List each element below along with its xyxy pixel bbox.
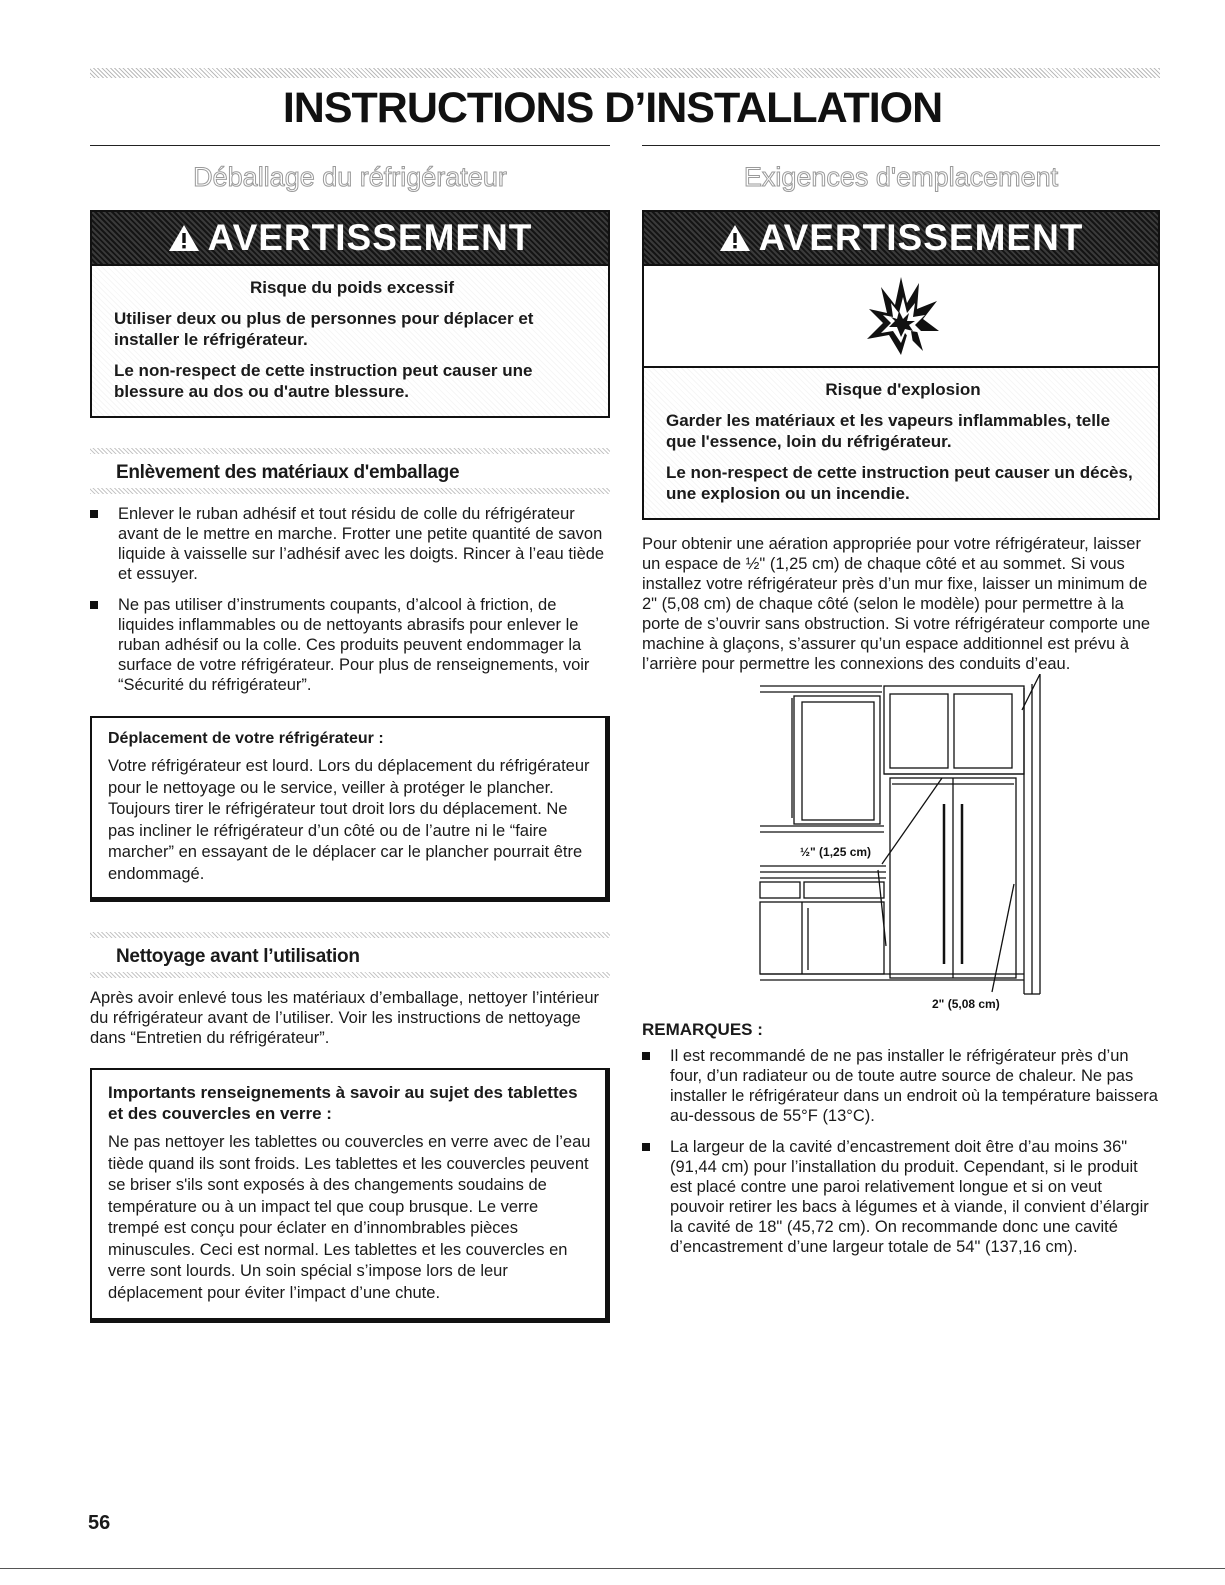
warning-line: Utiliser deux ou plus de personnes pour déplacer et installer le réfrigérateur. — [114, 309, 534, 349]
clearance-label-top: ½" (1,25 cm) — [800, 845, 872, 859]
explosion-icon-row — [644, 266, 1158, 368]
subsection-heading-cleaning: Nettoyage avant l’utilisation — [116, 946, 360, 967]
explosion-icon — [861, 273, 941, 359]
subsection-bar — [90, 488, 610, 494]
page-number: 56 — [88, 1512, 111, 1534]
warning-body — [644, 368, 1158, 518]
section-title-unpacking: Déballage du réfrigérateur — [193, 162, 507, 192]
warning-label: AVERTISSEMENT — [207, 217, 533, 258]
moving-box-heading: Déplacement de votre réfrigérateur : — [108, 730, 384, 747]
subsection-heading-removal: Enlèvement des matériaux d'emballage — [116, 462, 460, 483]
bottom-rule — [0, 1568, 1225, 1569]
moving-info-box — [90, 716, 610, 902]
glass-info-box — [90, 1068, 610, 1323]
moving-box-text: Votre réfrigérateur est lourd. Lors du déplacement du réfrigérateur pour le nettoyage ou le service, veiller à protéger le plancher. Toujours tirer le réfrigérateur tout droit lors du déplacement. Ne pas incliner le réfrigérateur d’un côté ou de l’autre ni le “faire marcher” en essayant de le déplacer car le plancher pourrait être endommagé. — [108, 757, 590, 883]
removal-bullets — [90, 504, 610, 695]
warning-label: AVERTISSEMENT — [758, 217, 1084, 258]
subsection-bar — [90, 972, 610, 978]
left-column-rule — [90, 145, 610, 146]
warning-header — [92, 212, 608, 266]
refrigerator-clearance-illustration — [642, 674, 1160, 1014]
clearance-diagram — [642, 674, 1160, 1014]
warning-hazard: Risque d'explosion — [825, 380, 981, 399]
warning-triangle-icon — [168, 224, 200, 252]
location-intro-text: Pour obtenir une aération appropriée pour votre réfrigérateur, laisser un espace de ½" (1,25 cm) de chaque côté et au sommet. Si vous installez votre réfrigérateur près d’un mur fixe, laisser un minimum de 2" (5,08 cm) de chaque côté (selon le modèle) pour permettre à la porte de s’ouvrir sans obstruction. Si votre réfrigérateur comporte une machine à glaçons, s’assurer qu’un espace additionnel est prévu à l’arrière pour permettre les connexions des conduits d’eau. — [642, 535, 1151, 673]
list-item: Ne pas utiliser d’instruments coupants, d’alcool à friction, de liquides inflammables ou de nettoyants abrasifs pour enlever le ruban adhésif ou la colle. Ces produits peuvent endommager la surface de votre réfrigérateur. Pour plus de renseignements, voir “Sécurité du réfrigérateur”. — [90, 595, 610, 695]
warning-header — [644, 212, 1158, 266]
bullet-square-icon — [642, 1143, 650, 1151]
bullet-square-icon — [90, 601, 98, 609]
warning-box-explosion — [642, 210, 1160, 520]
warning-hazard: Risque du poids excessif — [249, 278, 455, 297]
warning-line: Le non-respect de cette instruction peut causer un décès, une explosion ou un incendie. — [666, 463, 1133, 503]
right-column-rule — [642, 145, 1160, 146]
bullet-square-icon — [642, 1052, 650, 1060]
top-hatched-rule — [90, 68, 1160, 78]
bullet-square-icon — [90, 510, 98, 518]
section-title-location: Exigences d'emplacement — [743, 162, 1059, 192]
warning-triangle-icon — [719, 224, 751, 252]
warning-line: Le non-respect de cette instruction peut causer une blessure au dos ou d'autre blessure. — [114, 361, 533, 401]
warning-body — [92, 266, 608, 416]
cleaning-text: Après avoir enlevé tous les matériaux d’emballage, nettoyer l’intérieur du réfrigérateur avant de l’utiliser. Voir les instructions de nettoyage dans “Entretien du réfrigérateur”. — [90, 989, 600, 1047]
left-column — [90, 145, 610, 1323]
clearance-label-bottom: 2" (5,08 cm) — [932, 997, 1000, 1011]
glass-box-text: Ne pas nettoyer les tablettes ou couvercles en verre avec de l’eau tiède quand ils sont froids. Les tablettes et les couvercles peuvent se briser s'ils sont exposés à des changements soudains de température ou à un impact tel que coup brusque. Le verre trempé est conçu pour éclater en d’innombrables pièces minuscules. Ceci est normal. Les tablettes et les couvercles en verre sont lourds. Un soin spécial s’impose lors de leur déplacement pour éviter l’impact d’une chute. — [108, 1133, 591, 1302]
list-item: Enlever le ruban adhésif et tout résidu de colle du réfrigérateur avant de le mettre en marche. Frotter une petite quantité de savon liquide à vaisselle sur l’adhésif avec les doigts. Rincer à l’eau tiède et essuyer. — [90, 504, 610, 584]
remarks-bullets — [642, 1046, 1160, 1257]
glass-box-heading: Importants renseignements à savoir au sujet des tablettes et des couvercles en verre : — [108, 1083, 578, 1123]
list-item: Il est recommandé de ne pas installer le réfrigérateur près d’un four, d’un radiateur ou de toute autre source de chaleur. Ne pas installer le réfrigérateur dans un endroit où la température baissera au-dessous de 55°F (13°C). — [642, 1046, 1160, 1126]
warning-line: Garder les matériaux et les vapeurs inflammables, telle que l'essence, loin du réfrigérateur. — [666, 411, 1111, 451]
warning-box-weight — [90, 210, 610, 418]
page-title: INSTRUCTIONS D’INSTALLATION — [282, 84, 943, 132]
list-item: La largeur de la cavité d’encastrement doit être d’au moins 36" (91,44 cm) pour l’installation du produit. Cependant, si le produit est placé contre une paroi relativement longue et si on veut pouvoir retirer les bacs à légumes et à viande, il convient d’élargir la cavité de 18" (45,72 cm). On recommande donc une cavité d’encastrement d’une largeur totale de 54" (137,16 cm). — [642, 1137, 1160, 1257]
remarks-heading: REMARQUES : — [642, 1020, 763, 1039]
right-column — [642, 145, 1160, 1268]
